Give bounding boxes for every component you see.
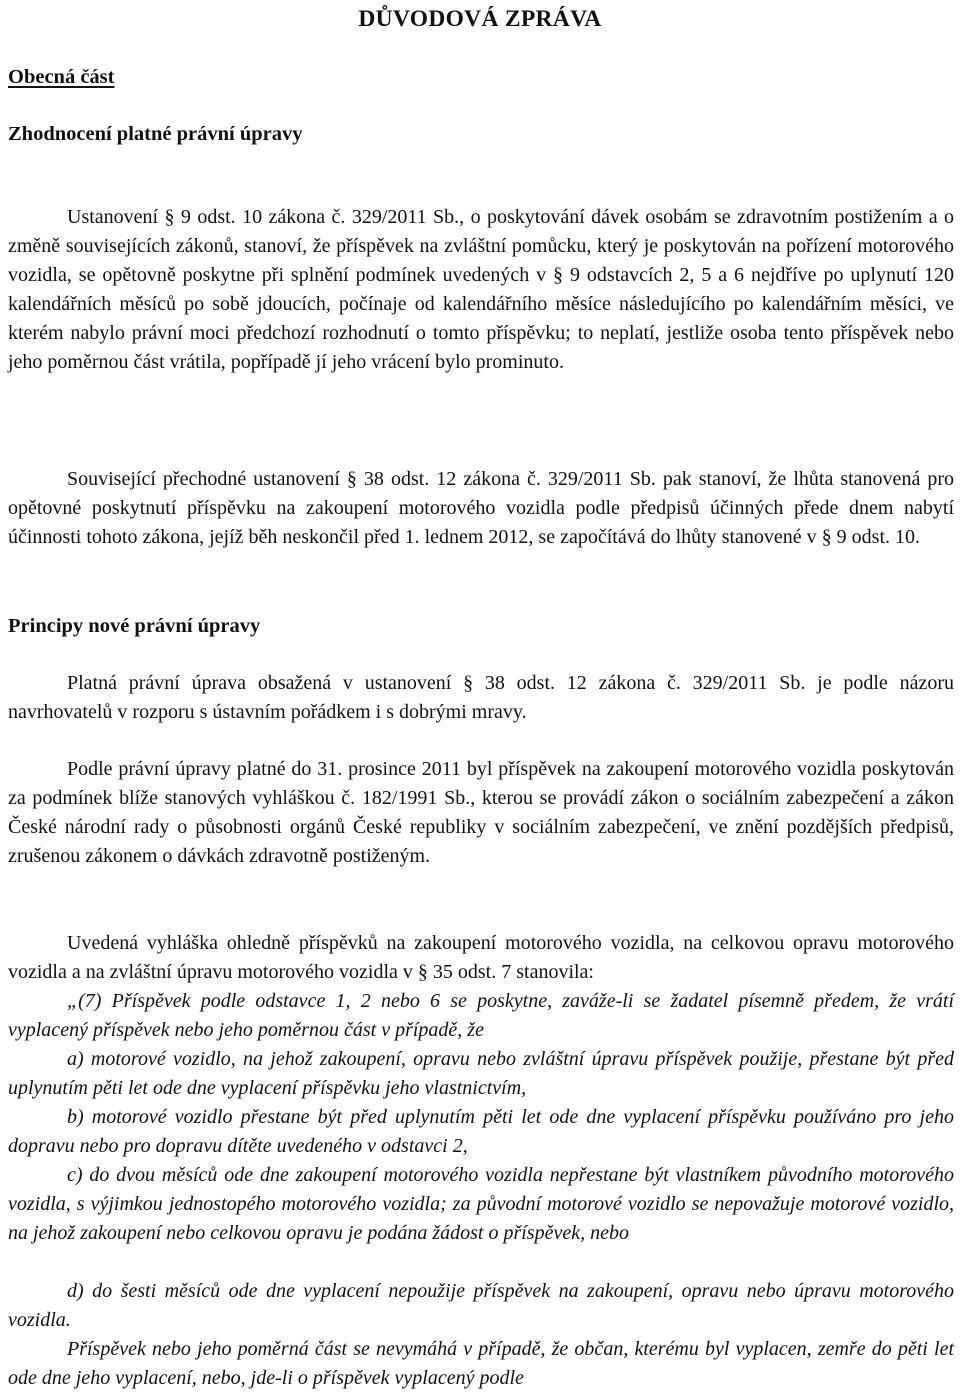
paragraph-1: Ustanovení § 9 odst. 10 zákona č. 329/2011 Sb., o poskytování dávek osobám se zdravotním postižením a o změně souvisejících zákonů, stanoví, že příspěvek na zvláštní pomůcku, který je poskytován na pořízení motorového vozidla, se opětovně poskytne při splnění podmínek uvedených v § 9 odstavcích 2, 5 a 6 nejdříve po uplynutí 120 kalendářních měsíců po sobě jdoucích, počínaje od kalendářního měsíce následujícího po kalendářním měsíci, ve kterém nabylo právní moci předchozí rozhodnutí o tomto příspěvku; to neplatí, jestliže osoba tento příspěvek nebo jeho poměrnou část vrátila, popřípadě jí jeho vrácení bylo prominuto. — [8, 206, 954, 374]
paragraph-3: Platná právní úprava obsažená v ustanovení § 38 odst. 12 zákona č. 329/2011 Sb. je podle názoru navrhovatelů v rozporu s ústavním pořádkem i s dobrými mravy. — [8, 672, 954, 724]
document-title: DŮVODOVÁ ZPRÁVA — [358, 6, 602, 32]
paragraph-2: Související přechodné ustanovení § 38 odst. 12 zákona č. 329/2011 Sb. pak stanoví, že lhůta stanovená pro opětovné poskytnutí příspěvku na zakoupení motorového vozidla podle předpisů účinných přede dnem nabytí účinnosti tohoto zákona, jejíž běh neskončil před 1. lednem 2012, se započítává do lhůty stanovené v § 9 odst. 10. — [8, 468, 954, 549]
quote-intro: „(7) Příspěvek podle odstavce 1, 2 nebo 6 se poskytne, zaváže-li se žadatel písemně předem, že vrátí vyplacený příspěvek nebo jeho poměrnou část v případě, že — [8, 990, 954, 1042]
quote-item-c: c) do dvou měsíců ode dne zakoupení motorového vozidla nepřestane být vlastníkem původního motorového vozidla, s výjimkou jednostopého motorového vozidla; za původní motorové vozidlo se nepovažuje motorové vozidlo, na jehož zakoupení nebo celkovou opravu je podána žádost o příspěvek, nebo — [8, 1164, 954, 1245]
section-heading-general: Obecná část — [8, 66, 115, 88]
quote-item-b: b) motorové vozidlo přestane být před uplynutím pěti let ode dne vyplacení příspěvku používáno pro jeho dopravu nebo pro dopravu dítěte uvedeného v odstavci 2, — [8, 1106, 954, 1158]
quote-item-d: d) do šesti měsíců ode dne vyplacení nepoužije příspěvek na zakoupení, opravu nebo úpravu motorového vozidla. — [8, 1280, 954, 1332]
paragraph-4: Podle právní úpravy platné do 31. prosince 2011 byl příspěvek na zakoupení motorového vozidla poskytován za podmínek blíže stanových vyhláškou č. 182/1991 Sb., kterou se provádí zákon o sociálním zabezpečení a zákon České národní rady o působnosti orgánů České republiky v sociálním zabezpečení, ve znění pozdějších předpisů, zrušenou zákonem o dávkách zdravotně postiženým. — [8, 758, 954, 868]
heading-principles: Principy nové právní úpravy — [8, 615, 261, 637]
quote-closing: Příspěvek nebo jeho poměrná část se nevymáhá v případě, že občan, kterému byl vyplacen, zemře do pěti let ode dne jeho vyplacení, nebo, jde-li o příspěvek vyplacený podle — [8, 1338, 954, 1390]
quote-item-a: a) motorové vozidlo, na jehož zakoupení, opravu nebo zvláštní úpravu příspěvek použije, přestane být před uplynutím pěti let ode dne vyplacení příspěvku jeho vlastnictvím, — [8, 1048, 954, 1100]
heading-evaluation: Zhodnocení platné právní úpravy — [8, 123, 303, 145]
paragraph-5: Uvedená vyhláška ohledně příspěvků na zakoupení motorového vozidla, na celkovou opravu motorového vozidla a na zvláštní úpravu motorového vozidla v § 35 odst. 7 stanovila: — [8, 932, 954, 984]
